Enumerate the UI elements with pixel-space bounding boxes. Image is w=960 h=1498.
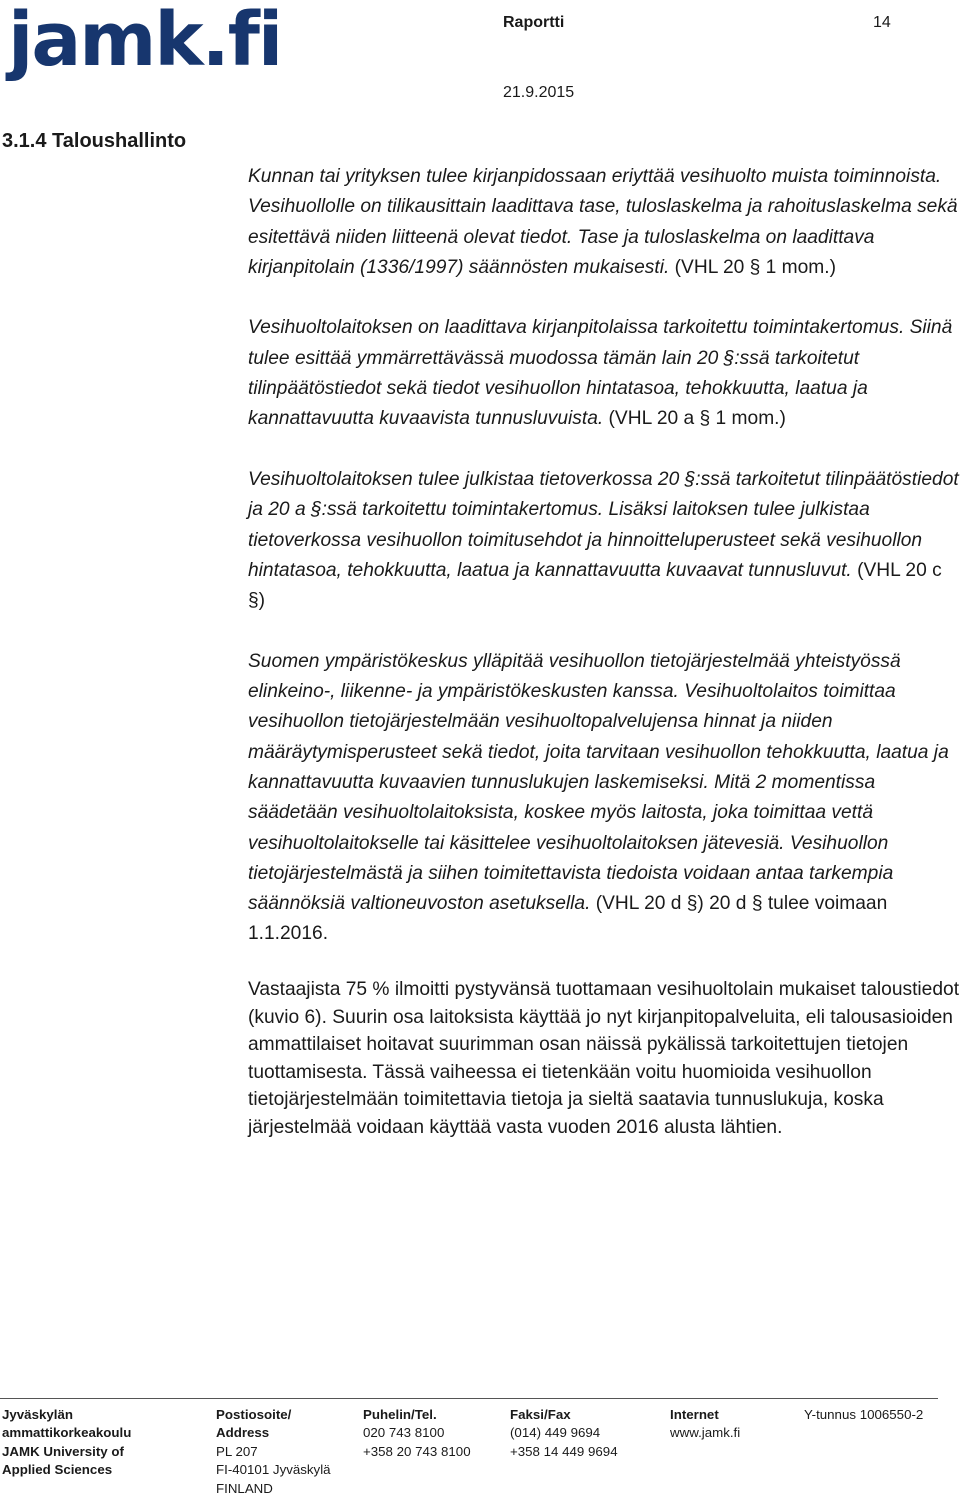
footer-phone [363, 1406, 471, 1461]
footer-internet-heading: Internet [670, 1407, 719, 1422]
law-quote-text: Kunnan tai yrityksen tulee kirjanpidossaan eriyttää vesihuolto muista toiminnoista. Vesihuollolle on tilikausittain laadittava tase, tuloslaskelma ja rahoituslaskelma sekä esitettävä niiden liitteenä olevat tiedot. Tase ja tuloslaskelma on laadittava kirjanpitolain (1336/1997) säännösten mukaisesti. [248, 166, 958, 278]
law-quote-paragraph [248, 162, 960, 283]
document-date: 21.9.2015 [503, 84, 575, 101]
footer-business-id [804, 1406, 923, 1424]
footer-org-line: JAMK University of [2, 1443, 124, 1459]
law-quote-text: Suomen ympäristökeskus ylläpitää vesihuollon tietojärjestelmää yhteistyössä elinkeino-, liikenne- ja ympäristökeskusten kanssa. Vesihuoltolaitos toimittaa vesihuollon tietojärjestelmään vesihuoltopalvelujensa hinnat ja niiden määräytymisperusteet sekä tiedot, joita tarvitaan vesihuollon tehokkuutta, laatua ja kannattavuutta kuvaavien tunnuslukujen laskemiseksi. Mitä 2 momentissa säädetään vesihuoltolaitoksista, koskee myös laitosta, joka toimittaa vettä vesihuoltolaitokselle tai käsittelee vesihuoltolaitoksen jätevesiä. Vesihuollon tietojärjestelmästä ja siihen toimitettavista tiedoista voidaan antaa tarkempia säännöksiä valtioneuvoston asetuksella. [248, 650, 949, 915]
footer-divider [0, 1398, 938, 1399]
footer-phone-heading: Puhelin/Tel. [363, 1407, 437, 1422]
body-paragraph: Vastaajista 75 % ilmoitti pystyvänsä tuottamaan vesihuoltolain mukaiset taloustiedot (kuvio 6). Suurin osa laitoksista käyttää jo nyt kirjanpitopalveluita, eli talousasioiden ammattilaiset hoitavat suurimman osan näissä pykälissä tarkoitettujen tietojen tuottamisesta. Tässä vaiheessa ei tietenkään voitu huomioida vesihuollon tietojärjestelmään toimitettavia tietoja ja sieltä saatavia tunnuslukuja, koska järjestelmää voidaan käyttää vasta vuoden 2016 alusta lähtien. [248, 979, 960, 1138]
law-quote-paragraph [248, 465, 960, 616]
footer-address-line: FI-40101 Jyväskylä [216, 1462, 331, 1478]
law-quote-paragraph [248, 647, 960, 950]
law-reference: (VHL 20 c §) [248, 559, 942, 612]
law-reference: (VHL 20 a § 1 mom.) [603, 408, 786, 430]
jamk-logo: jamk.fi [8, 0, 282, 83]
business-id: Y-tunnus 1006550-2 [804, 1407, 924, 1422]
footer-phone-number: +358 20 743 8100 [363, 1443, 471, 1459]
law-quote-text: Vesihuoltolaitoksen on laadittava kirjanpitolaissa tarkoitettu toimintakertomus. Siinä tulee esittää ymmärrettävässä muodossa tämän lain 20 §:ssä tarkoitetut tilinpäätöstiedot sekä tiedot vesihuollon hintatasoa, tehokkuutta, laatua ja kannattavuutta kuvaavista tunnusluvuista. [248, 317, 953, 430]
footer-fax-heading: Faksi/Fax [510, 1407, 571, 1422]
footer-org [2, 1406, 131, 1480]
footer-fax-number: (014) 449 9694 [510, 1425, 601, 1441]
footer-address-line: PL 207 [216, 1443, 258, 1459]
footer-address-line: FINLAND [216, 1480, 273, 1496]
section-heading: 3.1.4 Taloushallinto [2, 130, 187, 152]
document-body [248, 162, 960, 1172]
page-number: 14 [873, 14, 891, 31]
footer-fax-number: +358 14 449 9694 [510, 1443, 618, 1459]
footer-org-line: ammattikorkeakoulu [2, 1425, 132, 1441]
law-quote-text: Vesihuoltolaitoksen tulee julkistaa tietoverkossa 20 §:ssä tarkoitetut tilinpäätöstiedot ja 20 a §:ssä tarkoitettu toimintakertomus. Lisäksi laitoksen tulee julkistaa tietoverkossa vesihuollon toimitusehdot ja hinnoitteluperusteet sekä vesihuollon hintatasoa, tehokkuutta, laatua ja kannattavuutta kuvaavat tunnusluvut. [248, 468, 959, 581]
law-quote-paragraph [248, 313, 960, 434]
footer-internet [670, 1406, 740, 1443]
footer-website-link[interactable]: www.jamk.fi [670, 1425, 741, 1441]
document-type: Raportti [503, 14, 565, 31]
law-reference: (VHL 20 § 1 mom.) [669, 256, 837, 278]
footer-fax [510, 1406, 618, 1461]
law-reference: (VHL 20 d §) 20 d § tulee voimaan 1.1.2016. [248, 893, 888, 945]
footer-address [216, 1406, 331, 1498]
footer-org-line: Jyväskylän [2, 1407, 73, 1422]
footer-address-heading-en: Address [216, 1425, 270, 1441]
footer-org-line: Applied Sciences [2, 1462, 113, 1478]
footer-address-heading: Postiosoite/ [216, 1407, 292, 1422]
footer-phone-number: 020 743 8100 [363, 1425, 445, 1441]
